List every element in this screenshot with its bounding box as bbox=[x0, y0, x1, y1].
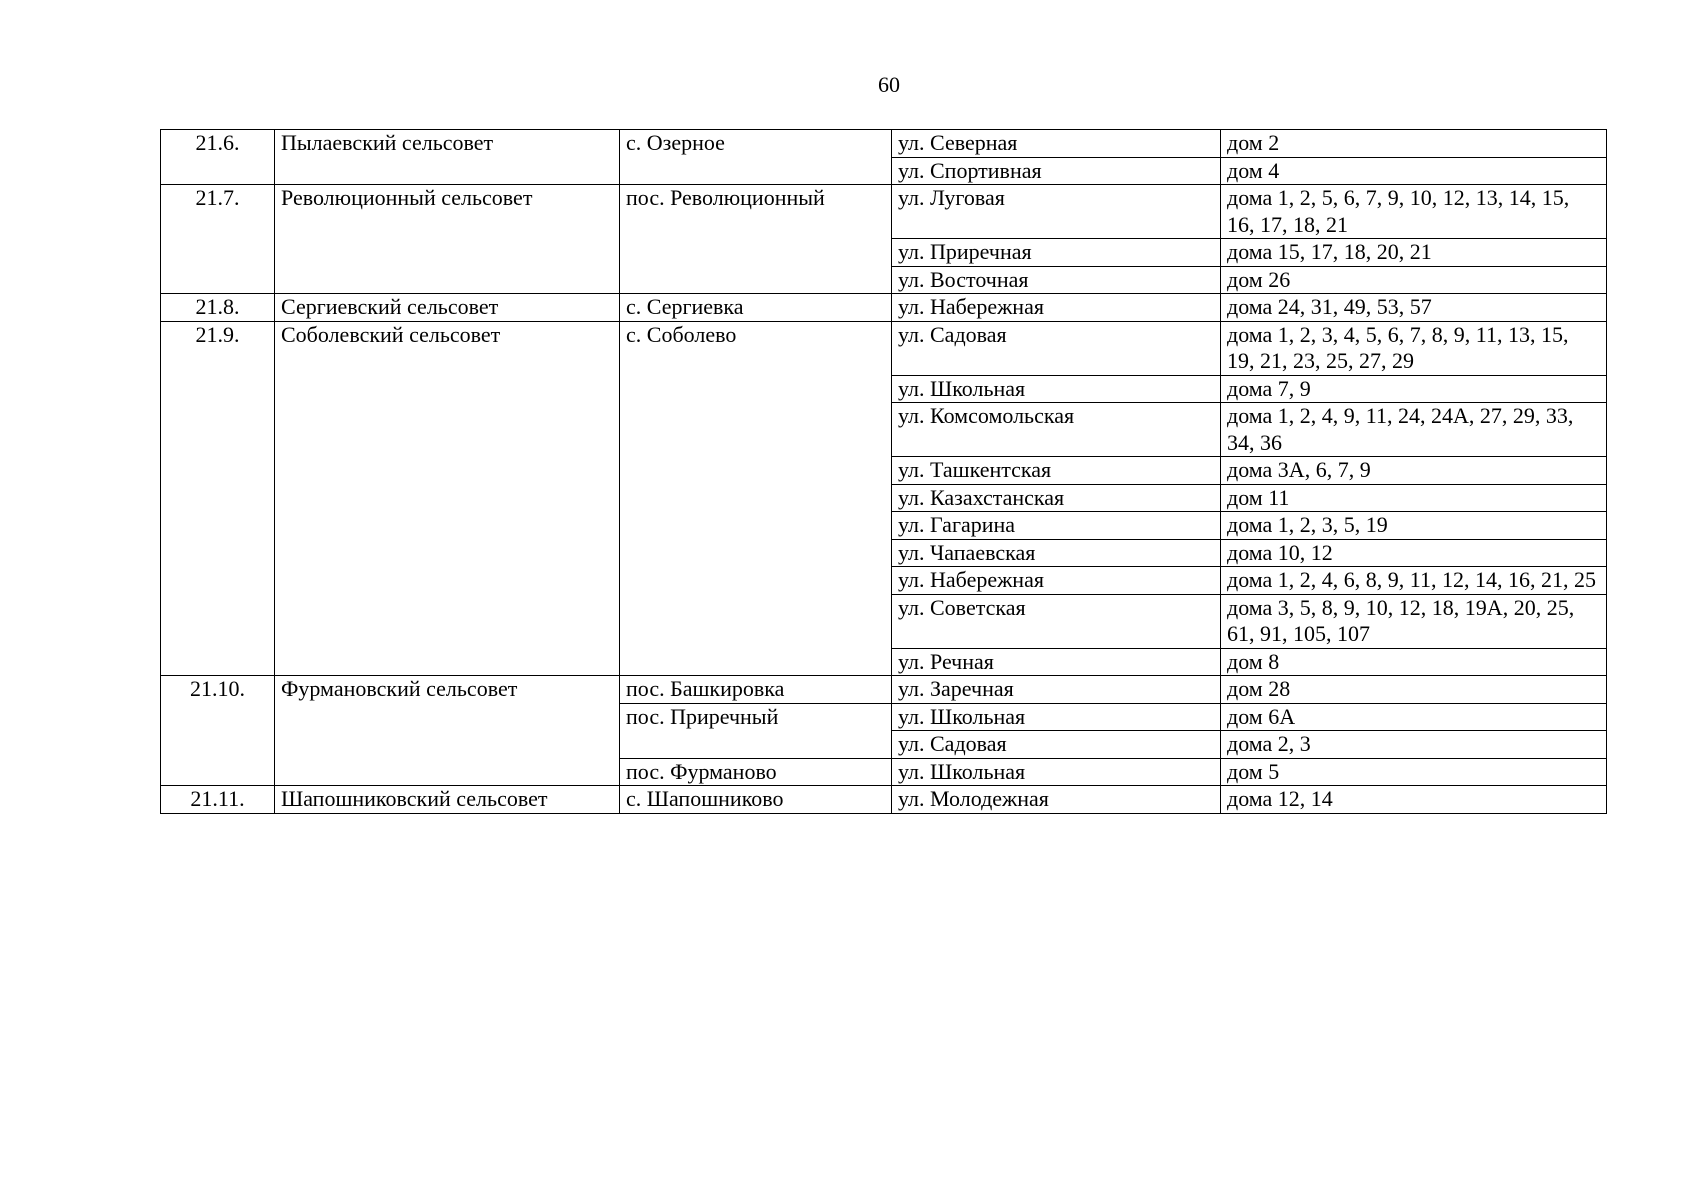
street-name: ул. Северная bbox=[892, 130, 1221, 158]
house-numbers: дом 28 bbox=[1221, 676, 1607, 704]
settlement-name: с. Сергиевка bbox=[620, 294, 892, 322]
table-row bbox=[161, 786, 1607, 814]
house-numbers: дома 2, 3 bbox=[1221, 731, 1607, 759]
settlement-name: пос. Революционный bbox=[620, 185, 892, 294]
house-numbers: дома 3А, 6, 7, 9 bbox=[1221, 457, 1607, 485]
street-name: ул. Школьная bbox=[892, 375, 1221, 403]
street-name: ул. Набережная bbox=[892, 294, 1221, 322]
street-name: ул. Восточная bbox=[892, 266, 1221, 294]
house-numbers: дома 15, 17, 18, 20, 21 bbox=[1221, 239, 1607, 267]
street-name: ул. Луговая bbox=[892, 185, 1221, 239]
street-name: ул. Школьная bbox=[892, 758, 1221, 786]
item-number: 21.9. bbox=[161, 321, 275, 676]
house-numbers: дома 1, 2, 3, 5, 19 bbox=[1221, 512, 1607, 540]
item-number: 21.6. bbox=[161, 130, 275, 185]
street-name: ул. Садовая bbox=[892, 731, 1221, 759]
house-numbers: дома 1, 2, 4, 6, 8, 9, 11, 12, 14, 16, 21, 25 bbox=[1221, 567, 1607, 595]
street-name: ул. Советская bbox=[892, 594, 1221, 648]
street-name: ул. Комсомольская bbox=[892, 403, 1221, 457]
street-name: ул. Спортивная bbox=[892, 157, 1221, 185]
item-number: 21.10. bbox=[161, 676, 275, 786]
address-table bbox=[160, 129, 1607, 814]
item-number: 21.7. bbox=[161, 185, 275, 294]
table-row bbox=[161, 185, 1607, 239]
street-name: ул. Заречная bbox=[892, 676, 1221, 704]
council-name: Шапошниковский сельсовет bbox=[275, 786, 620, 814]
page-number: 60 bbox=[878, 72, 900, 97]
table-row bbox=[161, 294, 1607, 322]
table-row bbox=[161, 130, 1607, 158]
street-name: ул. Приречная bbox=[892, 239, 1221, 267]
house-numbers: дом 4 bbox=[1221, 157, 1607, 185]
house-numbers: дом 2 bbox=[1221, 130, 1607, 158]
council-name: Сергиевский сельсовет bbox=[275, 294, 620, 322]
house-numbers: дома 24, 31, 49, 53, 57 bbox=[1221, 294, 1607, 322]
council-name: Фурмановский сельсовет bbox=[275, 676, 620, 786]
settlement-name: с. Шапошниково bbox=[620, 786, 892, 814]
table-row bbox=[161, 321, 1607, 375]
house-numbers: дома 10, 12 bbox=[1221, 539, 1607, 567]
house-numbers: дом 6А bbox=[1221, 703, 1607, 731]
item-number: 21.11. bbox=[161, 786, 275, 814]
house-numbers: дома 1, 2, 4, 9, 11, 24, 24А, 27, 29, 33, 34, 36 bbox=[1221, 403, 1607, 457]
street-name: ул. Казахстанская bbox=[892, 484, 1221, 512]
house-numbers: дома 1, 2, 5, 6, 7, 9, 10, 12, 13, 14, 15, 16, 17, 18, 21 bbox=[1221, 185, 1607, 239]
settlement-name: пос. Башкировка bbox=[620, 676, 892, 704]
street-name: ул. Набережная bbox=[892, 567, 1221, 595]
house-numbers: дома 1, 2, 3, 4, 5, 6, 7, 8, 9, 11, 13, 15, 19, 21, 23, 25, 27, 29 bbox=[1221, 321, 1607, 375]
item-number: 21.8. bbox=[161, 294, 275, 322]
street-name: ул. Ташкентская bbox=[892, 457, 1221, 485]
street-name: ул. Чапаевская bbox=[892, 539, 1221, 567]
street-name: ул. Школьная bbox=[892, 703, 1221, 731]
street-name: ул. Садовая bbox=[892, 321, 1221, 375]
table-row bbox=[161, 676, 1607, 704]
street-name: ул. Речная bbox=[892, 648, 1221, 676]
council-name: Революционный сельсовет bbox=[275, 185, 620, 294]
house-numbers: дома 12, 14 bbox=[1221, 786, 1607, 814]
house-numbers: дом 11 bbox=[1221, 484, 1607, 512]
settlement-name: с. Озерное bbox=[620, 130, 892, 185]
house-numbers: дом 26 bbox=[1221, 266, 1607, 294]
council-name: Пылаевский сельсовет bbox=[275, 130, 620, 185]
council-name: Соболевский сельсовет bbox=[275, 321, 620, 676]
house-numbers: дом 5 bbox=[1221, 758, 1607, 786]
settlement-name: пос. Приречный bbox=[620, 703, 892, 758]
street-name: ул. Гагарина bbox=[892, 512, 1221, 540]
settlement-name: с. Соболево bbox=[620, 321, 892, 676]
street-name: ул. Молодежная bbox=[892, 786, 1221, 814]
house-numbers: дома 3, 5, 8, 9, 10, 12, 18, 19А, 20, 25, 61, 91, 105, 107 bbox=[1221, 594, 1607, 648]
settlement-name: пос. Фурманово bbox=[620, 758, 892, 786]
house-numbers: дом 8 bbox=[1221, 648, 1607, 676]
house-numbers: дома 7, 9 bbox=[1221, 375, 1607, 403]
